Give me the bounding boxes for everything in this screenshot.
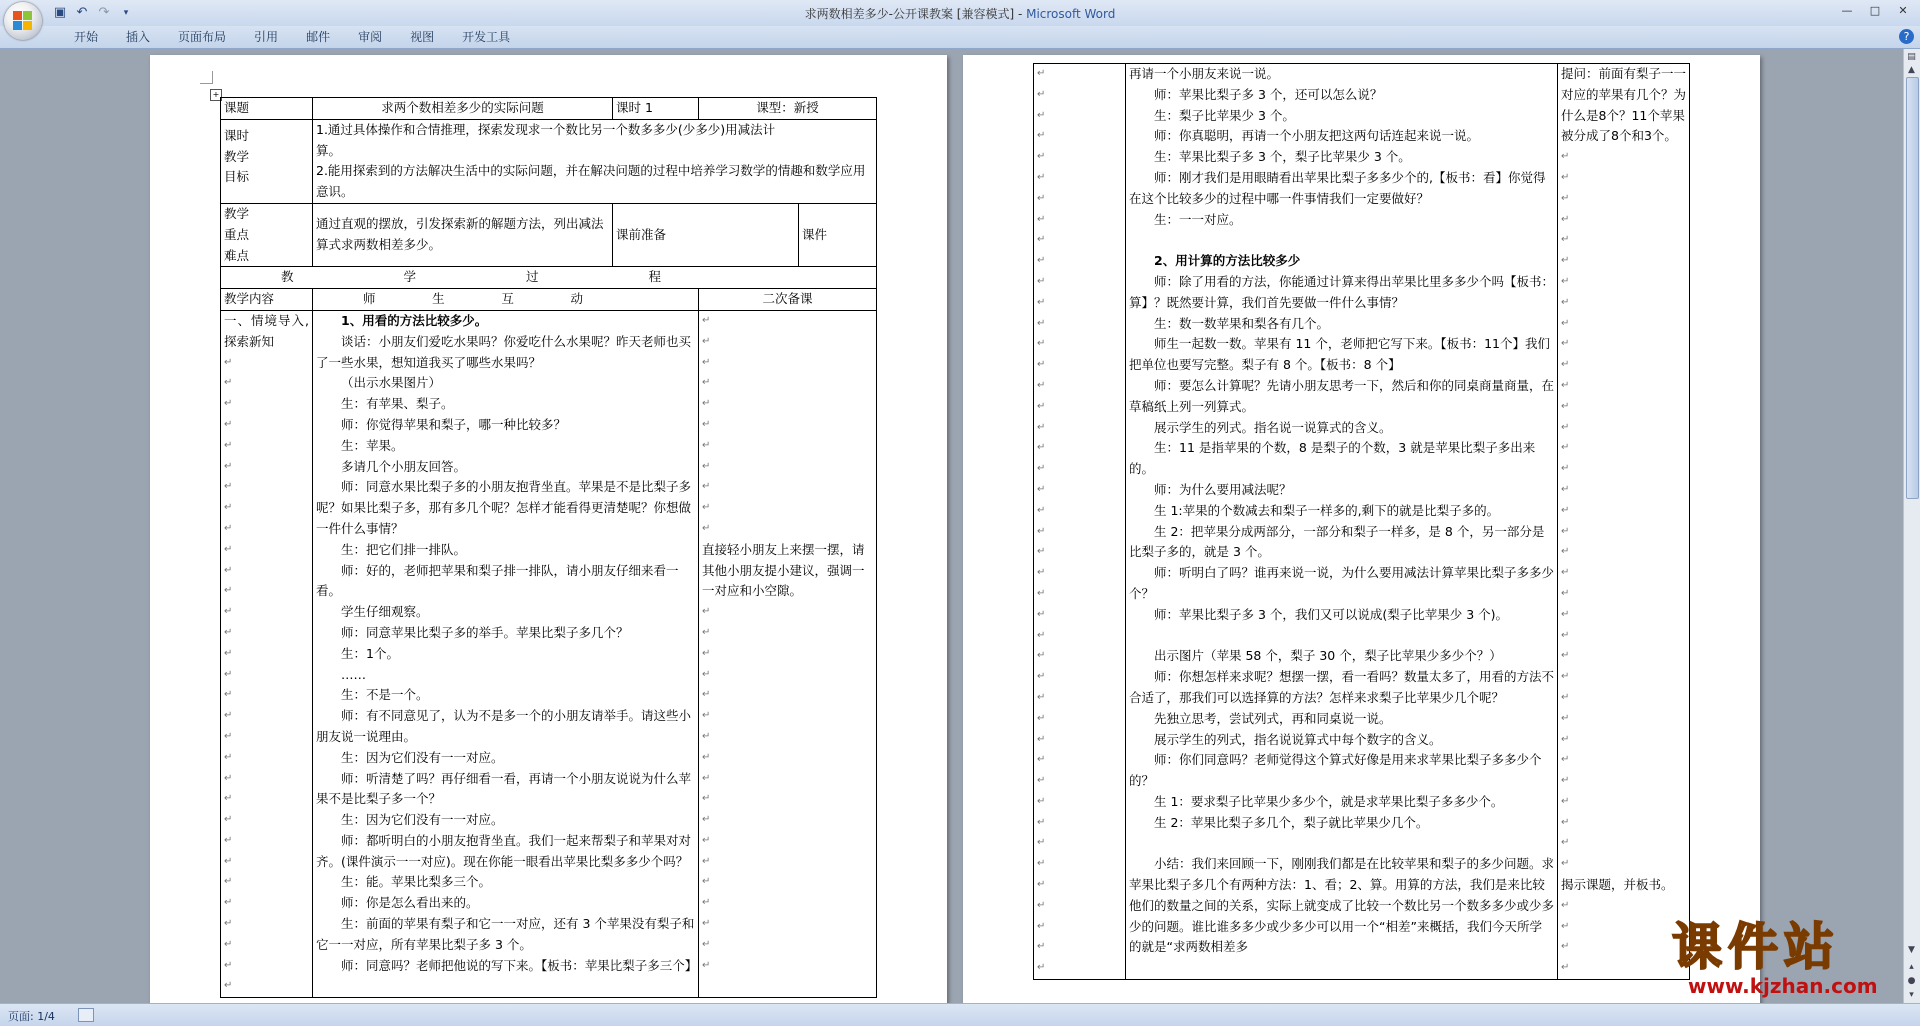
paragraph-mark-icon: ↵: [224, 710, 233, 722]
goal-row: [221, 119, 877, 203]
ribbon-tab[interactable]: 邮件: [306, 30, 331, 44]
office-logo-icon: [13, 11, 33, 31]
paragraph-mark-icon: ↵: [1561, 504, 1570, 516]
app-name: Microsoft Word: [1026, 7, 1116, 21]
paragraph-mark-icon: ↵: [1037, 899, 1046, 911]
paragraph-mark-icon: ↵: [1561, 171, 1570, 183]
paragraph-mark-icon: ↵: [1037, 962, 1046, 974]
body-paragraph: [1129, 230, 1554, 251]
status-bar: [0, 1003, 1920, 1026]
watermark-url: www.kjzhan.com: [1688, 974, 1878, 998]
body-paragraph: 再请一个小朋友来说一说。: [1129, 66, 1280, 81]
paragraph-mark-icon: ↵: [224, 585, 233, 597]
customize-qat-icon[interactable]: ▾: [123, 8, 129, 18]
paragraph-mark-icon: ↵: [1561, 962, 1570, 974]
body-paragraph: 师：除了用看的方法，你能通过计算来得出苹果比里多多少个吗【板书：算】？既然要计算，我们首先要做一件什么事情？: [1129, 273, 1555, 310]
section-label-cell: [221, 310, 313, 997]
paragraph-mark-icon: ↵: [702, 730, 711, 742]
paragraph-mark-icon: ↵: [702, 751, 711, 763]
paragraph-mark-icon: ↵: [224, 751, 233, 763]
paragraph-mark-icon: ↵: [1561, 691, 1570, 703]
interaction-text-cell: [313, 310, 699, 997]
paragraph-mark-icon: ↵: [1561, 400, 1570, 412]
head-interaction-char: 互: [501, 291, 541, 307]
paragraph-mark-icon: ↵: [1037, 775, 1046, 787]
paragraph-mark-icon: ↵: [702, 647, 711, 659]
goal-text: [313, 119, 877, 203]
process-title-text: [281, 267, 661, 288]
body-paragraph: 生：苹果比梨子多 3 个，梨子比苹果少 3 个。: [1154, 149, 1411, 165]
paragraph-mark-icon: ↵: [1561, 629, 1570, 641]
head-interaction-char: 师: [363, 291, 402, 307]
paragraph-mark-icon: ↵: [702, 938, 711, 950]
focus-label-line: 教学: [224, 205, 250, 221]
head-interaction: [313, 289, 699, 311]
paragraph-mark-icon: ↵: [702, 626, 711, 638]
paragraph-mark-icon: ↵: [702, 668, 711, 680]
ruler-toggle-icon[interactable]: ▤: [1907, 52, 1916, 62]
lesson-plan-table: [220, 97, 877, 998]
body-paragraph: 多请几个小朋友回答。: [341, 458, 467, 474]
focus-label-line: 难点: [224, 247, 250, 263]
body-paragraph: 生：因为它们没有一一对应。: [341, 749, 504, 765]
paragraph-mark-icon: ↵: [702, 689, 711, 701]
body-paragraph: 生：11 是指苹果的个数，8 是梨子的个数，3 就是苹果比梨子多出来的。: [1129, 440, 1536, 477]
paragraph-mark-icon: ↵: [1037, 379, 1046, 391]
second-plan-cell: [699, 310, 877, 997]
paragraph-mark-icon: ↵: [1037, 691, 1046, 703]
body-paragraph: 生：把它们排一排队。: [341, 541, 467, 557]
column-heads-row: [221, 289, 877, 311]
paragraph-mark-icon: ↵: [1561, 650, 1570, 662]
ribbon-tab[interactable]: 审阅: [358, 30, 383, 44]
paragraph-mark-icon: ↵: [224, 460, 233, 472]
paragraph-mark-icon: ↵: [224, 439, 233, 451]
paragraph-mark-icon: ↵: [702, 335, 711, 347]
head-content: 教学内容: [221, 289, 313, 311]
paragraph-mark-icon: ↵: [1561, 775, 1570, 787]
paragraph-mark-icon: ↵: [1037, 88, 1046, 100]
paragraph-mark-icon: ↵: [1561, 816, 1570, 828]
paragraph-mark-icon: ↵: [224, 647, 233, 659]
head-interaction-char: 生: [432, 291, 471, 307]
ribbon-tab[interactable]: 引用: [254, 30, 279, 44]
prep-label: 课前准备: [613, 203, 799, 266]
browse-object-icon[interactable]: ●: [1907, 976, 1916, 986]
maximize-icon[interactable]: □: [1869, 4, 1881, 17]
paragraph-mark-icon: ↵: [1037, 171, 1046, 183]
paragraph-mark-icon: ↵: [1037, 941, 1046, 953]
body-paragraph: 师：同意吗？老师把他说的写下来。【板书：苹果比梨子多三个】: [341, 957, 698, 973]
paragraph-mark-icon: ↵: [1561, 941, 1570, 953]
title-bar: [0, 0, 1920, 26]
paragraph-mark-icon: ↵: [224, 834, 233, 846]
focus-label-line: 重点: [224, 226, 250, 242]
body-paragraph: 先独立思考，尝试列式，再和同桌说一说。: [1154, 710, 1392, 726]
proofing-icon[interactable]: [78, 1008, 94, 1022]
second-plan-note: 直接轻小朋友上来摆一摆，请其他小朋友提小建议，强调一一对应和小空隙。: [702, 541, 865, 599]
redo-icon[interactable]: ↷: [98, 5, 110, 20]
paragraph-mark-icon: ↵: [1561, 899, 1570, 911]
paragraph-mark-icon: ↵: [702, 710, 711, 722]
body-row: [221, 310, 877, 997]
paragraph-mark-icon: ↵: [1561, 795, 1570, 807]
table-move-handle-icon[interactable]: +: [210, 89, 222, 101]
body-paragraph: 师生一起数一数。苹果有 11 个，老师把它写下来。【板书：11个】我们把单位也要写完整。梨子有 8 个。【板书：8 个】: [1129, 336, 1551, 373]
paragraph-mark-icon: ↵: [702, 377, 711, 389]
paragraph-mark-icon: ↵: [1561, 338, 1570, 350]
process-title-char: 过: [525, 269, 592, 285]
focus-label: [221, 203, 313, 266]
close-icon[interactable]: ✕: [1898, 4, 1908, 17]
paragraph-mark-icon: ↵: [224, 876, 233, 888]
paragraph-mark-icon: ↵: [1561, 317, 1570, 329]
body-paragraph: 师：你想怎样来求呢？想摆一摆，看一看吗？数量太多了，用看的方法不合适了，那我们可以选择算的方法？怎样来求梨子比苹果少几个呢？: [1129, 669, 1555, 705]
paragraph-mark-icon: ↵: [1037, 359, 1046, 371]
document-workspace: [0, 49, 1904, 1003]
window-title: [0, 5, 1920, 22]
paragraph-mark-icon: ↵: [224, 959, 233, 971]
paragraph-mark-icon: ↵: [1561, 275, 1570, 287]
body-paragraph: 2、用计算的方法比较多少: [1154, 253, 1301, 269]
paragraph-mark-icon: ↵: [1037, 587, 1046, 599]
office-button[interactable]: [4, 2, 42, 40]
paragraph-mark-icon: ↵: [702, 418, 711, 430]
paragraph-mark-icon: ↵: [702, 481, 711, 493]
paragraph-mark-icon: ↵: [702, 897, 711, 909]
paragraph-mark-icon: ↵: [1561, 712, 1570, 724]
paragraph-mark-icon: ↵: [1037, 151, 1046, 163]
paragraph-mark-icon: ↵: [1561, 234, 1570, 246]
body-paragraph: 师：同意苹果比梨子多的举手。苹果比梨子多几个？: [341, 624, 629, 640]
body-paragraph: （出示水果图片）: [341, 375, 442, 391]
paragraph-mark-icon: ↵: [224, 377, 233, 389]
focus-row: [221, 203, 877, 266]
paragraph-mark-icon: ↵: [224, 980, 233, 992]
undo-icon[interactable]: ↶: [76, 5, 88, 20]
watermark-logo: [1670, 918, 1906, 1000]
body-paragraph: 师：有不同意见了，认为不是多一个的小朋友请举手。请这些小朋友说一说理由。: [316, 708, 692, 744]
paragraph-mark-icon: ↵: [1037, 338, 1046, 350]
paragraph-marks: [1037, 64, 1122, 979]
paragraph-mark-icon: ↵: [1037, 463, 1046, 475]
ribbon-tabs: [60, 26, 524, 48]
paragraph-mark-icon: ↵: [224, 689, 233, 701]
paragraph-mark-icon: ↵: [702, 606, 711, 618]
paragraph-mark-icon: ↵: [1037, 192, 1046, 204]
goal-line: 1.通过具体操作和合情推理，探索发现求一个数比另一个数多多少(少多少)用减法计算。: [316, 121, 776, 158]
lesson-plan-table-continued: [1033, 63, 1690, 980]
cell-topic-value: 求两个数相差多少的实际问题: [313, 98, 613, 120]
watermark-title: 课件站: [1672, 918, 1840, 976]
paragraph-mark-icon: ↵: [1561, 421, 1570, 433]
ribbon-tab-bar: [0, 26, 1920, 49]
second-plan-cell: [1558, 64, 1690, 980]
body-paragraph: 小结：我们来回顾一下，刚刚我们都是在比较苹果和梨子的多少问题。求苹果比梨子多几个有两种方法：1、看；2、算。用算的方法，我们是来比较他们的数量之间的关系，实际上就变成了比较一个数比另一个数多多少或少多少的问题。谁比谁多多少或少多少可以用一个“相差”来概括，我们今天所学的就是“求两数相差多: [1129, 856, 1555, 955]
paragraph-mark-icon: ↵: [1037, 567, 1046, 579]
paragraph-mark-icon: ↵: [1037, 504, 1046, 516]
paragraph-mark-icon: ↵: [1037, 275, 1046, 287]
body-paragraph: 生：苹果。: [341, 437, 404, 453]
paragraph-mark-icon: ↵: [1037, 837, 1046, 849]
paragraph-mark-icon: ↵: [1561, 546, 1570, 558]
paragraph-mark-icon: ↵: [1037, 546, 1046, 558]
paragraph-mark-icon: ↵: [224, 855, 233, 867]
paragraph-mark-icon: ↵: [1037, 213, 1046, 225]
paragraph-mark-icon: ↵: [1037, 629, 1046, 641]
body-paragraph: 生：有苹果、梨子。: [341, 396, 454, 412]
body-paragraph: 生 2：把苹果分成两部分，一部分和梨子一样多，是 8 个，另一部分是比梨子多的，就是 3 个。: [1129, 523, 1545, 560]
paragraph-mark-icon: ↵: [224, 668, 233, 680]
page-2: [963, 55, 1760, 1003]
head-second: 二次备课: [699, 289, 877, 311]
paragraph-mark-icon: ↵: [224, 606, 233, 618]
paragraph-mark-icon: ↵: [1561, 525, 1570, 537]
paragraph-marks: [224, 353, 309, 998]
body-paragraph: ……: [341, 666, 366, 682]
paragraph-mark-icon: ↵: [224, 814, 233, 826]
window-controls: [1834, 2, 1916, 20]
paragraph-mark-icon: ↵: [1037, 400, 1046, 412]
paragraph-mark-icon: ↵: [702, 814, 711, 826]
body-paragraph: 师：苹果比梨子多 3 个，我们又可以说成(梨子比苹果少 3 个)。: [1154, 606, 1509, 622]
body-paragraph: 师：刚才我们是用眼睛看出苹果比梨子多多少个的,【板书：看】你觉得在这个比较多少的过程中哪一件事情我们一定要做好？: [1129, 169, 1546, 206]
cell-period: 课时 1: [613, 98, 699, 120]
paragraph-mark-icon: ↵: [1561, 151, 1570, 163]
paragraph-mark-icon: ↵: [1037, 879, 1046, 891]
process-title-char: 教: [281, 269, 347, 285]
previous-page-icon[interactable]: ▴: [1909, 962, 1914, 972]
paragraph-mark-icon: ↵: [702, 876, 711, 888]
body-paragraph: 展示学生的列式。指名说一说算式的含义。: [1154, 419, 1392, 435]
process-title-char: 程: [648, 269, 661, 285]
body-paragraph: 1、用看的方法比较多少。: [341, 312, 488, 328]
paragraph-mark-icon: ↵: [702, 918, 711, 930]
paragraph-mark-icon: ↵: [1037, 858, 1046, 870]
paragraph-mark-icon: ↵: [224, 793, 233, 805]
body-paragraph: 展示学生的列式，指名说说算式中每个数字的含义。: [1154, 731, 1442, 747]
body-paragraph: 生 1:苹果的个数减去和梨子一样多的,剩下的就是比梨子多的。: [1154, 502, 1500, 518]
left-cell: [1034, 64, 1126, 980]
paragraph-mark-icon: ↵: [1561, 587, 1570, 599]
paragraph-mark-icon: ↵: [1037, 255, 1046, 267]
paragraph-mark-icon: ↵: [1561, 483, 1570, 495]
head-interaction-char: 动: [570, 291, 583, 307]
cell-topic-label: 课题: [221, 98, 313, 120]
process-title-char: 学: [403, 269, 469, 285]
paragraph-mark-icon: ↵: [1037, 712, 1046, 724]
body-paragraph: 师：要怎么计算呢？先请小朋友思考一下，然后和你的同桌商量商量，在草稿纸上列一列算式。: [1129, 377, 1555, 414]
paragraph-mark-icon: ↵: [702, 522, 711, 534]
table-header-row: [221, 98, 877, 120]
paragraph-mark-icon: ↵: [1037, 68, 1046, 79]
body-paragraph: 生：梨子比苹果少 3 个。: [1154, 107, 1295, 123]
paragraph-mark-icon: ↵: [702, 502, 711, 514]
paragraph-mark-icon: ↵: [1037, 442, 1046, 454]
body-paragraph: 生：数一数苹果和梨各有几个。: [1154, 315, 1330, 331]
paragraph-mark-icon: ↵: [1037, 920, 1046, 932]
ribbon-tab[interactable]: 开始: [74, 30, 99, 44]
paragraph-mark-icon: ↵: [224, 564, 233, 576]
scroll-thumb[interactable]: [1906, 77, 1919, 499]
paragraph-mark-icon: ↵: [702, 460, 711, 472]
body-paragraph: 生：不是一个。: [341, 687, 429, 703]
body-row: [1034, 64, 1690, 980]
cell-type: 课型：新授: [699, 98, 877, 120]
paragraph-mark-icon: ↵: [1037, 296, 1046, 308]
minimize-icon[interactable]: —: [1841, 4, 1853, 17]
paragraph-mark-icon: ↵: [1561, 463, 1570, 475]
paragraph-mark-icon: ↵: [1561, 567, 1570, 579]
focus-text: 通过直观的摆放，引发探索新的解题方法，列出减法算式求两数相差多少。: [313, 203, 613, 266]
paragraph-mark-icon: ↵: [702, 314, 711, 326]
paragraph-mark-icon: ↵: [1037, 525, 1046, 537]
paragraph-mark-icon: ↵: [224, 481, 233, 493]
body-paragraph: 师：听明白了吗？谁再来说一说，为什么要用减法计算苹果比梨子多多少个？: [1129, 565, 1555, 601]
body-paragraph: 生 1：要求梨子比苹果少多少个，就是求苹果比梨子多多少个。: [1154, 793, 1504, 809]
paragraph-mark-icon: ↵: [1561, 255, 1570, 267]
paragraph-mark-icon: ↵: [1561, 754, 1570, 766]
paragraph-mark-icon: ↵: [1561, 858, 1570, 870]
paragraph-mark-icon: ↵: [1561, 837, 1570, 849]
body-paragraph: [1129, 833, 1554, 854]
section-label: 一、情境导入,探索新知: [224, 312, 309, 349]
second-plan-note: 揭示课题，并板书。: [1561, 877, 1674, 893]
ribbon-tab[interactable]: 插入: [126, 30, 151, 44]
paragraph-mark-icon: ↵: [224, 626, 233, 638]
second-plan-note: 提问：前面有梨子一一对应的苹果有几个？为什么是8个？11个苹果被分成了8个和3个。: [1561, 66, 1687, 144]
goal-label-line: 课时: [224, 127, 250, 143]
body-paragraph: 学生仔细观察。: [341, 604, 429, 620]
body-paragraph: 师：好的，老师把苹果和梨子排一排队，请小朋友仔细来看一看。: [316, 562, 679, 599]
ribbon-tab[interactable]: 页面布局: [178, 30, 227, 44]
paragraph-mark-icon: ↵: [702, 356, 711, 368]
paragraph-mark-icon: ↵: [1037, 317, 1046, 329]
ribbon-tab[interactable]: 视图: [410, 30, 435, 44]
body-paragraph: 出示图片（苹果 58 个，梨子 30 个，梨子比苹果少多少个？）: [1154, 648, 1502, 664]
body-paragraph: 生：因为它们没有一一对应。: [341, 812, 504, 828]
body-paragraph: 生：前面的苹果有梨子和它一一对应，还有 3 个苹果没有梨子和它一一对应，所有苹果比梨子多 3 个。: [316, 916, 695, 952]
paragraph-mark-icon: ↵: [1037, 109, 1046, 121]
body-paragraph: 生：1个。: [341, 645, 399, 661]
paragraph-mark-icon: ↵: [1037, 608, 1046, 620]
save-icon[interactable]: ▣: [53, 5, 67, 20]
goal-line: 2.能用探索到的方法解决生活中的实际问题，并在解决问题的过程中培养学习数学的情趣和数学应用意识。: [316, 163, 866, 200]
paragraph-mark-icon: ↵: [1561, 671, 1570, 683]
body-paragraph: 师：你觉得苹果和梨子，哪一种比较多？: [341, 416, 567, 432]
paragraph-mark-icon: ↵: [1037, 754, 1046, 766]
process-title: [221, 267, 877, 289]
goal-label: [221, 119, 313, 203]
paragraph-mark-icon: ↵: [1561, 296, 1570, 308]
paragraph-mark-icon: ↵: [702, 855, 711, 867]
prep-value: 课件: [799, 203, 877, 266]
body-paragraph: 师：为什么要用减法呢？: [1154, 481, 1292, 497]
paragraph-mark-icon: ↵: [702, 834, 711, 846]
paragraph-mark-icon: ↵: [224, 502, 233, 514]
paragraph-mark-icon: ↵: [1037, 671, 1046, 683]
paragraph-marks: [702, 311, 873, 977]
paragraph-mark-icon: ↵: [1037, 795, 1046, 807]
paragraph-mark-icon: ↵: [1561, 192, 1570, 204]
next-page-icon[interactable]: ▾: [1909, 990, 1914, 1000]
body-paragraph: 师：听清楚了吗？再仔细看一看，再请一个小朋友说说为什么苹果不是比梨子多一个？: [316, 770, 692, 807]
paragraph-mark-icon: ↵: [1561, 379, 1570, 391]
paragraph-mark-icon: ↵: [1561, 608, 1570, 620]
paragraph-mark-icon: ↵: [224, 398, 233, 410]
process-title-row: [221, 267, 877, 289]
paragraph-mark-icon: ↵: [1561, 213, 1570, 225]
scroll-down-icon[interactable]: ▼: [1908, 945, 1915, 955]
body-paragraph: 师：都听明白的小朋友抱背坐直。我们一起来帮梨子和苹果对对齐。(课件演示一一对应)。现在你能一眼看出苹果比梨多多少个吗？: [316, 832, 692, 869]
body-paragraph: [1129, 626, 1554, 647]
body-paragraph: 谈话：小朋友们爱吃水果吗？你爱吃什么水果呢？昨天老师也买了一些水果，想知道我买了哪些水果吗？: [316, 333, 692, 370]
paragraph-mark-icon: ↵: [224, 918, 233, 930]
interaction-text-cell: [1126, 64, 1558, 980]
paragraph-mark-icon: ↵: [702, 959, 711, 971]
paragraph-mark-icon: ↵: [1037, 421, 1046, 433]
body-paragraph: 师：你是怎么看出来的。: [341, 895, 479, 911]
paragraph-mark-icon: ↵: [1037, 483, 1046, 495]
help-icon[interactable]: ?: [1899, 29, 1914, 44]
body-paragraph: 师：同意水果比梨子多的小朋友抱背坐直。苹果是不是比梨子多呢？如果比梨子多，那有多几个呢？怎样才能看得更清楚呢？你想做一件什么事情？: [316, 479, 692, 536]
paragraph-mark-icon: ↵: [1037, 130, 1046, 142]
vertical-scrollbar[interactable]: [1903, 49, 1920, 1003]
paragraph-mark-icon: ↵: [224, 522, 233, 534]
paragraph-mark-icon: ↵: [1561, 920, 1570, 932]
paragraph-mark-icon: ↵: [1037, 816, 1046, 828]
paragraph-mark-icon: ↵: [224, 938, 233, 950]
scroll-up-icon[interactable]: ▲: [1908, 65, 1915, 75]
body-paragraph: 师：苹果比梨子多 3 个，还可以怎么说？: [1154, 86, 1383, 102]
paragraph-mark-icon: ↵: [1037, 234, 1046, 246]
paragraph-mark-icon: ↵: [1561, 733, 1570, 745]
paragraph-mark-icon: ↵: [224, 356, 233, 368]
goal-label-line: 教学: [224, 148, 250, 164]
page-count[interactable]: 页面: 1/4: [8, 1010, 55, 1023]
body-paragraph: 生：能。苹果比梨多三个。: [341, 874, 492, 890]
page-1: [150, 55, 947, 1003]
body-paragraph: 师：你们同意吗？老师觉得这个算式好像是用来求苹果比梨子多多少个的？: [1129, 752, 1542, 789]
paragraph-mark-icon: ↵: [1561, 359, 1570, 371]
paragraph-mark-icon: ↵: [702, 398, 711, 410]
crop-mark: [200, 71, 213, 84]
paragraph-mark-icon: ↵: [1037, 733, 1046, 745]
paragraph-mark-icon: ↵: [1037, 650, 1046, 662]
body-paragraph: 生 2：苹果比梨子多几个，梨子就比苹果少几个。: [1154, 814, 1429, 830]
paragraph-mark-icon: ↵: [224, 772, 233, 784]
paragraph-mark-icon: ↵: [224, 418, 233, 430]
goal-label-line: 目标: [224, 169, 250, 185]
paragraph-mark-icon: ↵: [702, 439, 711, 451]
paragraph-mark-icon: ↵: [702, 772, 711, 784]
paragraph-mark-icon: ↵: [1561, 442, 1570, 454]
paragraph-mark-icon: ↵: [224, 543, 233, 555]
ribbon-tab[interactable]: 开发工具: [462, 30, 511, 44]
document-title: 求两数相差多少-公开课教案 [兼容模式] -: [804, 7, 1027, 21]
paragraph-mark-icon: ↵: [702, 793, 711, 805]
body-paragraph: 生：一一对应。: [1154, 211, 1242, 227]
head-interaction-text: [363, 289, 583, 310]
paragraph-mark-icon: ↵: [224, 897, 233, 909]
paragraph-mark-icon: ↵: [224, 730, 233, 742]
body-paragraph: 师：你真聪明，再请一个小朋友把这两句话连起来说一说。: [1154, 128, 1480, 144]
